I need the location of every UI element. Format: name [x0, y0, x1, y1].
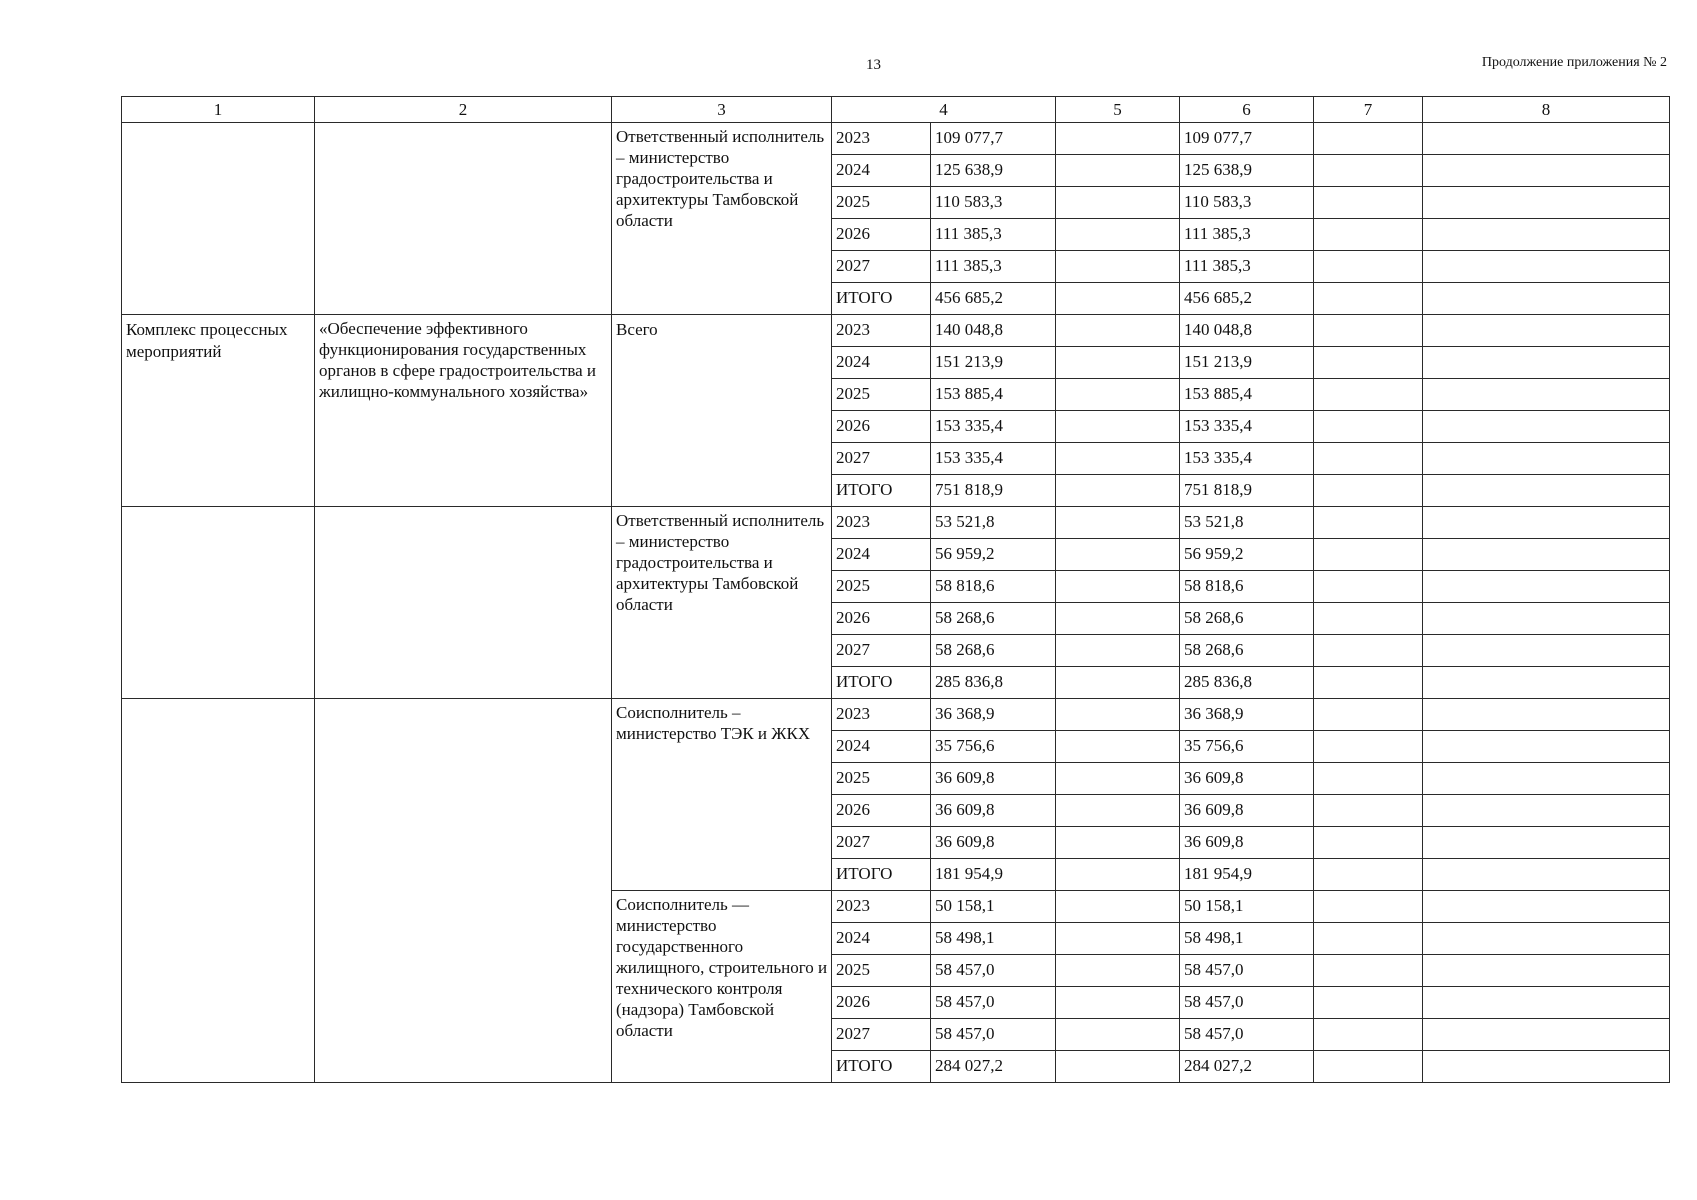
year-cell: 2026 [832, 219, 931, 251]
col5-cell [1056, 571, 1180, 603]
col5-cell [1056, 347, 1180, 379]
col7-cell [1314, 155, 1423, 187]
amount-cell: 110 583,3 [931, 187, 1056, 219]
col8-cell [1423, 859, 1670, 891]
category-cell [122, 699, 315, 1083]
column-header-3: 3 [612, 97, 832, 123]
year-cell: 2026 [832, 411, 931, 443]
col8-cell [1423, 155, 1670, 187]
col5-cell [1056, 155, 1180, 187]
col8-cell [1423, 667, 1670, 699]
col8-cell [1423, 123, 1670, 155]
col6-cell: 36 368,9 [1180, 699, 1314, 731]
col5-cell [1056, 699, 1180, 731]
amount-cell: 181 954,9 [931, 859, 1056, 891]
col6-cell: 285 836,8 [1180, 667, 1314, 699]
program-name-cell [315, 507, 612, 699]
executor-cell: Соисполнитель — министерство государственного жилищного, строительного и технического контроля (надзора) Тамбовской области [612, 891, 832, 1083]
column-number-row [122, 97, 1670, 123]
col8-cell [1423, 923, 1670, 955]
table-row [122, 123, 1670, 155]
col6-cell: 151 213,9 [1180, 347, 1314, 379]
col8-cell [1423, 187, 1670, 219]
col8-cell [1423, 731, 1670, 763]
col5-cell [1056, 219, 1180, 251]
category-cell [122, 123, 315, 315]
col6-cell: 110 583,3 [1180, 187, 1314, 219]
col6-cell: 456 685,2 [1180, 283, 1314, 315]
amount-cell: 36 609,8 [931, 795, 1056, 827]
col8-cell [1423, 571, 1670, 603]
amount-cell: 58 457,0 [931, 987, 1056, 1019]
amount-cell: 284 027,2 [931, 1051, 1056, 1083]
col5-cell [1056, 827, 1180, 859]
page-number: 13 [866, 57, 881, 73]
col8-cell [1423, 635, 1670, 667]
col7-cell [1314, 891, 1423, 923]
col5-cell [1056, 667, 1180, 699]
year-cell: 2025 [832, 763, 931, 795]
col7-cell [1314, 603, 1423, 635]
col5-cell [1056, 123, 1180, 155]
col5-cell [1056, 539, 1180, 571]
column-header-6: 6 [1180, 97, 1314, 123]
col5-cell [1056, 1051, 1180, 1083]
amount-cell: 111 385,3 [931, 251, 1056, 283]
col5-cell [1056, 315, 1180, 347]
col6-cell: 35 756,6 [1180, 731, 1314, 763]
year-cell: 2026 [832, 603, 931, 635]
col8-cell [1423, 827, 1670, 859]
col6-cell: 751 818,9 [1180, 475, 1314, 507]
col8-cell [1423, 251, 1670, 283]
year-cell: 2027 [832, 251, 931, 283]
amount-cell: 153 335,4 [931, 443, 1056, 475]
col5-cell [1056, 411, 1180, 443]
table-row [122, 315, 1670, 347]
amount-cell: 111 385,3 [931, 219, 1056, 251]
col5-cell [1056, 187, 1180, 219]
program-name-cell [315, 123, 612, 315]
amount-cell: 58 457,0 [931, 1019, 1056, 1051]
col6-cell: 56 959,2 [1180, 539, 1314, 571]
year-cell: ИТОГО [832, 475, 931, 507]
year-cell: 2027 [832, 443, 931, 475]
appendix-continuation-label: Продолжение приложения № 2 [1481, 55, 1667, 70]
column-header-4: 4 [832, 97, 1056, 123]
col6-cell: 153 885,4 [1180, 379, 1314, 411]
col6-cell: 111 385,3 [1180, 219, 1314, 251]
col7-cell [1314, 443, 1423, 475]
col7-cell [1314, 187, 1423, 219]
year-cell: 2024 [832, 923, 931, 955]
col5-cell [1056, 1019, 1180, 1051]
col8-cell [1423, 507, 1670, 539]
col5-cell [1056, 603, 1180, 635]
column-header-5: 5 [1056, 97, 1180, 123]
col6-cell: 36 609,8 [1180, 763, 1314, 795]
program-funding-table [121, 96, 1670, 1083]
col5-cell [1056, 923, 1180, 955]
col8-cell [1423, 283, 1670, 315]
col6-cell: 153 335,4 [1180, 443, 1314, 475]
amount-cell: 140 048,8 [931, 315, 1056, 347]
col6-cell: 58 457,0 [1180, 955, 1314, 987]
col8-cell [1423, 699, 1670, 731]
col8-cell [1423, 347, 1670, 379]
column-header-1: 1 [122, 97, 315, 123]
col7-cell [1314, 539, 1423, 571]
col5-cell [1056, 283, 1180, 315]
amount-cell: 58 268,6 [931, 635, 1056, 667]
year-cell: 2026 [832, 987, 931, 1019]
col5-cell [1056, 859, 1180, 891]
year-cell: 2023 [832, 507, 931, 539]
col6-cell: 284 027,2 [1180, 1051, 1314, 1083]
year-cell: 2024 [832, 347, 931, 379]
col6-cell: 53 521,8 [1180, 507, 1314, 539]
year-cell: ИТОГО [832, 283, 931, 315]
col7-cell [1314, 123, 1423, 155]
col5-cell [1056, 475, 1180, 507]
col7-cell [1314, 347, 1423, 379]
year-cell: 2025 [832, 187, 931, 219]
amount-cell: 151 213,9 [931, 347, 1056, 379]
amount-cell: 153 335,4 [931, 411, 1056, 443]
col7-cell [1314, 475, 1423, 507]
amount-cell: 153 885,4 [931, 379, 1056, 411]
col7-cell [1314, 987, 1423, 1019]
col8-cell [1423, 795, 1670, 827]
col7-cell [1314, 411, 1423, 443]
col6-cell: 58 457,0 [1180, 987, 1314, 1019]
column-header-2: 2 [315, 97, 612, 123]
year-cell: 2024 [832, 155, 931, 187]
program-name-cell: «Обеспечение эффективного функционирования государственных органов в сфере градостроительства и жилищно-коммунального хозяйства» [315, 315, 612, 507]
year-cell: 2025 [832, 379, 931, 411]
year-cell: 2027 [832, 1019, 931, 1051]
col6-cell: 153 335,4 [1180, 411, 1314, 443]
year-cell: 2023 [832, 699, 931, 731]
col7-cell [1314, 219, 1423, 251]
col5-cell [1056, 891, 1180, 923]
col7-cell [1314, 251, 1423, 283]
col7-cell [1314, 667, 1423, 699]
col5-cell [1056, 251, 1180, 283]
col5-cell [1056, 763, 1180, 795]
col5-cell [1056, 731, 1180, 763]
col7-cell [1314, 507, 1423, 539]
program-name-cell [315, 699, 612, 1083]
col8-cell [1423, 539, 1670, 571]
column-header-8: 8 [1423, 97, 1670, 123]
col5-cell [1056, 795, 1180, 827]
amount-cell: 36 609,8 [931, 827, 1056, 859]
col6-cell: 58 268,6 [1180, 603, 1314, 635]
col8-cell [1423, 315, 1670, 347]
col6-cell: 58 268,6 [1180, 635, 1314, 667]
col5-cell [1056, 955, 1180, 987]
amount-cell: 751 818,9 [931, 475, 1056, 507]
col5-cell [1056, 443, 1180, 475]
col7-cell [1314, 699, 1423, 731]
year-cell: 2023 [832, 315, 931, 347]
amount-cell: 285 836,8 [931, 667, 1056, 699]
col6-cell: 125 638,9 [1180, 155, 1314, 187]
col7-cell [1314, 859, 1423, 891]
col7-cell [1314, 1051, 1423, 1083]
amount-cell: 109 077,7 [931, 123, 1056, 155]
col6-cell: 109 077,7 [1180, 123, 1314, 155]
executor-cell: Ответственный исполнитель – министерство градостроительства и архитектуры Тамбовской области [612, 507, 832, 699]
col6-cell: 140 048,8 [1180, 315, 1314, 347]
col6-cell: 58 457,0 [1180, 1019, 1314, 1051]
year-cell: 2026 [832, 795, 931, 827]
col5-cell [1056, 987, 1180, 1019]
category-cell: Комплекс процессных мероприятий [122, 315, 315, 507]
column-header-7: 7 [1314, 97, 1423, 123]
col8-cell [1423, 987, 1670, 1019]
col7-cell [1314, 923, 1423, 955]
col8-cell [1423, 379, 1670, 411]
col7-cell [1314, 763, 1423, 795]
col8-cell [1423, 475, 1670, 507]
year-cell: 2027 [832, 635, 931, 667]
col7-cell [1314, 315, 1423, 347]
year-cell: 2024 [832, 539, 931, 571]
amount-cell: 56 959,2 [931, 539, 1056, 571]
category-cell [122, 507, 315, 699]
col7-cell [1314, 827, 1423, 859]
col6-cell: 58 818,6 [1180, 571, 1314, 603]
year-cell: 2023 [832, 123, 931, 155]
amount-cell: 58 498,1 [931, 923, 1056, 955]
year-cell: ИТОГО [832, 667, 931, 699]
col6-cell: 36 609,8 [1180, 827, 1314, 859]
amount-cell: 125 638,9 [931, 155, 1056, 187]
col5-cell [1056, 635, 1180, 667]
amount-cell: 58 457,0 [931, 955, 1056, 987]
executor-cell: Соисполнитель – министерство ТЭК и ЖКХ [612, 699, 832, 891]
amount-cell: 456 685,2 [931, 283, 1056, 315]
col7-cell [1314, 379, 1423, 411]
col8-cell [1423, 411, 1670, 443]
year-cell: 2025 [832, 571, 931, 603]
col7-cell [1314, 283, 1423, 315]
executor-cell: Всего [612, 315, 832, 507]
table-row [122, 507, 1670, 539]
amount-cell: 58 818,6 [931, 571, 1056, 603]
col5-cell [1056, 379, 1180, 411]
col7-cell [1314, 955, 1423, 987]
col7-cell [1314, 1019, 1423, 1051]
col8-cell [1423, 219, 1670, 251]
col7-cell [1314, 571, 1423, 603]
col8-cell [1423, 443, 1670, 475]
amount-cell: 50 158,1 [931, 891, 1056, 923]
col6-cell: 111 385,3 [1180, 251, 1314, 283]
year-cell: 2023 [832, 891, 931, 923]
col5-cell [1056, 507, 1180, 539]
col6-cell: 181 954,9 [1180, 859, 1314, 891]
amount-cell: 53 521,8 [931, 507, 1056, 539]
col7-cell [1314, 795, 1423, 827]
col6-cell: 36 609,8 [1180, 795, 1314, 827]
col8-cell [1423, 891, 1670, 923]
col6-cell: 50 158,1 [1180, 891, 1314, 923]
year-cell: 2024 [832, 731, 931, 763]
col8-cell [1423, 763, 1670, 795]
year-cell: ИТОГО [832, 1051, 931, 1083]
amount-cell: 36 368,9 [931, 699, 1056, 731]
amount-cell: 58 268,6 [931, 603, 1056, 635]
col7-cell [1314, 635, 1423, 667]
col7-cell [1314, 731, 1423, 763]
col6-cell: 58 498,1 [1180, 923, 1314, 955]
executor-cell: Ответственный исполнитель – министерство градостроительства и архитектуры Тамбовской области [612, 123, 832, 315]
col8-cell [1423, 955, 1670, 987]
amount-cell: 36 609,8 [931, 763, 1056, 795]
col8-cell [1423, 1019, 1670, 1051]
table-row [122, 699, 1670, 731]
year-cell: ИТОГО [832, 859, 931, 891]
amount-cell: 35 756,6 [931, 731, 1056, 763]
year-cell: 2027 [832, 827, 931, 859]
year-cell: 2025 [832, 955, 931, 987]
col8-cell [1423, 1051, 1670, 1083]
col8-cell [1423, 603, 1670, 635]
